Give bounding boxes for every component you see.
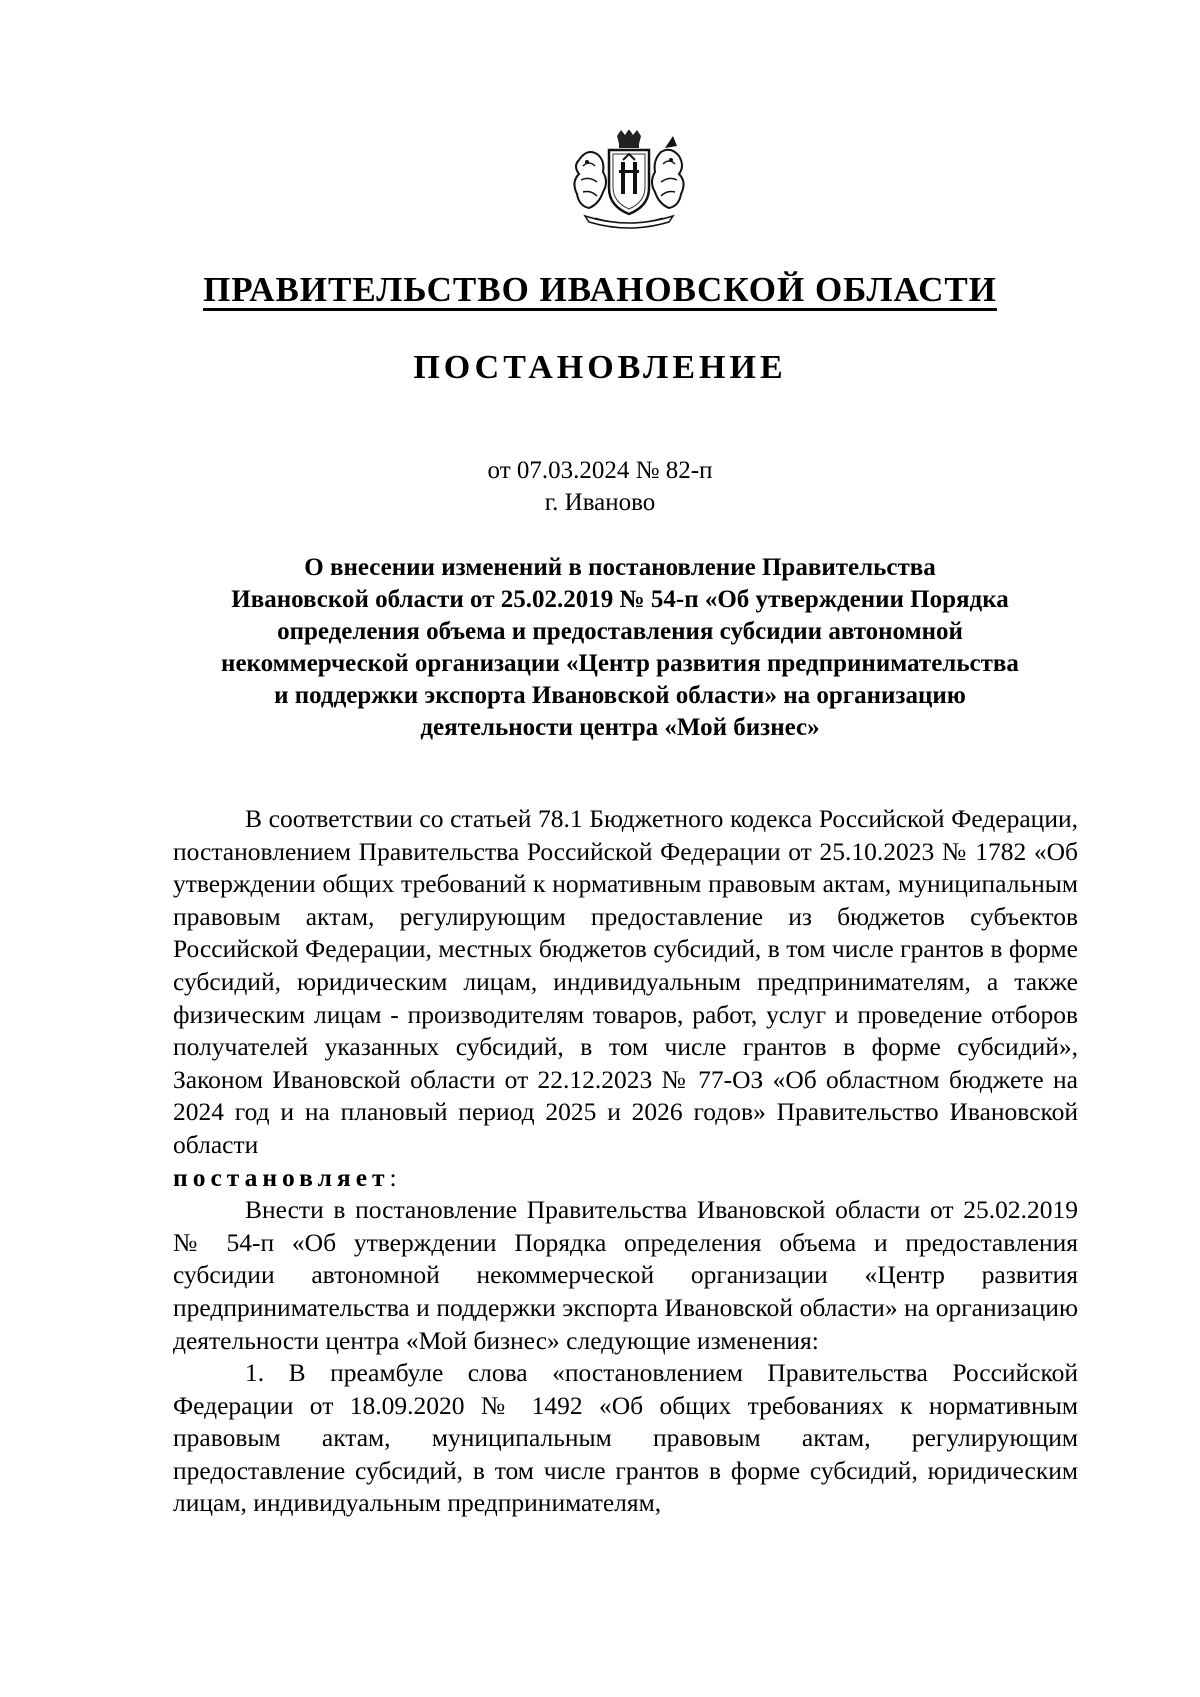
document-city: г. Иваново [544, 489, 656, 516]
heading-line: некоммерческой организации «Центр развития предпринимательства [221, 650, 1019, 677]
resolves-colon: : [389, 1162, 397, 1192]
document-heading [160, 552, 1080, 744]
preamble-text: В соответствии со статьей 78.1 Бюджетного кодекса Российской Федерации, постановлением Правительства Российской Федерации от 25.10.2023 № 1782 «Об утверждении общих требований к нормативным правовым актам, муниципальным правовым актам, регулирующим предоставление из бюджетов субъектов Российской Федерации, местных бюджетов субсидий, в том числе грантов в форме субсидий, юридическим лицам, индивидуальным предпринимателям, а также физическим лицам - производителям товаров, работ, услуг и проведение отборов получателей указанных субсидий, в том числе грантов в форме субсидий», Законом Ивановской области от 22.12.2023 № 77-ОЗ «Об областном бюджете на 2024 год и на плановый период 2025 и 2026 годов» Правительство Ивановской области [173, 804, 1078, 1159]
preamble-paragraph [173, 803, 1078, 1162]
resolves-word: постановляет [173, 1162, 390, 1192]
item-1-paragraph: 1. В преамбуле слова «постановлением Правительства Российской Федерации от 18.09.2020 № 1492 «Об общих требованиях к нормативным правовым актам, муниципальным правовым актам, регулирующим предоставление субсидий, в том числе грантов в форме субсидий, юридическим лицам, индивидуальным предпринимателям, [173, 1358, 1078, 1518]
document-date-number: от 07.03.2024 № 82-п [487, 457, 713, 484]
coat-of-arms-icon [565, 130, 693, 230]
resolves-paragraph [173, 1162, 1078, 1195]
heading-line: деятельности центра «Мой бизнес» [420, 714, 820, 741]
amendment-paragraph: Внести в постановление Правительства Ивановской области от 25.02.2019 № 54-п «Об утверждении Порядка определения объема и предоставления субсидии автономной некоммерческой организации «Центр развития предпринимательства и поддержки экспорта Ивановской области» на организацию деятельности центра «Мой бизнес» следующие изменения: [173, 1195, 1078, 1355]
government-name: ПРАВИТЕЛЬСТВО ИВАНОВСКОЙ ОБЛАСТИ [203, 270, 997, 309]
heading-line: определения объема и предоставления субсидии автономной [277, 618, 963, 645]
heading-line: и поддержки экспорта Ивановской области» на организацию [274, 682, 966, 709]
heading-line: О внесении изменений в постановление Правительства [304, 554, 936, 581]
document-type: ПОСТАНОВЛЕНИЕ [413, 349, 787, 386]
document-body [173, 803, 1078, 1520]
heading-line: Ивановской области от 25.02.2019 № 54-п «Об утверждении Порядка [231, 586, 1009, 613]
